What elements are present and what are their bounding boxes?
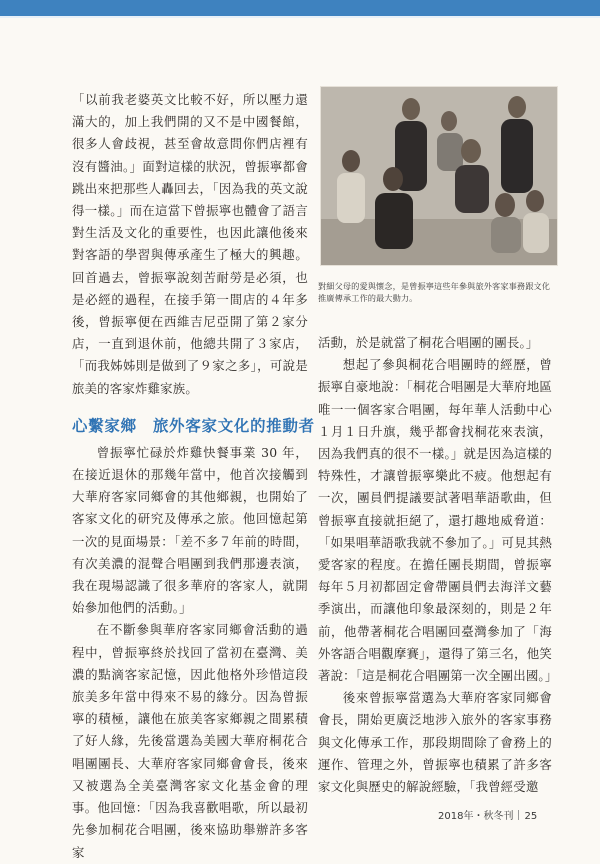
- body-paragraph: 曾振寧忙碌於炸雞快餐事業 30 年，在接近退休的那幾年當中，他首次接觸到大華府客家同鄉會的其他鄉親，也開始了客家文化的研究及傳承之旅。他回憶起第一次的見面場景：「差不多７年前的時間，有次美濃的混聲合唱團到我們那邊表演，我在現場認識了很多華府的客家人，就開始參加他們的活動。」: [72, 444, 308, 616]
- section-heading: 心繫家鄉 旅外客家文化的推動者: [72, 416, 315, 435]
- right-text-column: [318, 332, 558, 795]
- body-paragraph: 想起了參與桐花合唱團時的經歷，曾振寧自豪地說：「桐花合唱團是大華府地區唯一一個客家合唱團，每年華人活動中心１月１日升旗，幾乎都會找桐花來表演，因為我們真的很不一樣。」就是因為這樣的特殊性，才讓曾振寧樂此不疲。他想起有一次，團員們提議要試著唱華語歌曲，但曾振寧直接就拒絕了，還打趣地威脅道：「如果唱華語歌我就不參加了。」可見其熱愛客家的程度。在擔任團長期間，曾振寧每年５月初都固定會帶團員們去海洋文藝季演出，而讓他印象最深刻的，則是２年前，他帶著桐花合唱團回臺灣參加了「海外客語合唱觀摩賽」，還得了第三名，他笑著說：「這是桐花合唱團第一次全團出國。」: [318, 357, 558, 684]
- page-number: 25: [524, 811, 538, 822]
- footer-separator: [518, 810, 519, 820]
- body-paragraph: 「以前我老婆英文比較不好，所以壓力還滿大的，加上我們開的又不是中國餐館，很多人會歧視，甚至會故意問你們店裡有沒有醬油。」面對這樣的狀況，曾振寧都會跳出來把那些人轟回去，「因為我的英文說得一樣。」而在這當下曾振寧也體會了語言對生活及文化的重要性，也因此讓他後來對客語的學習與傳承產生了極大的興趣。回首過去，曾振寧說刻苦耐勞是必須，也是必經的過程，在接手第一間店的４年多後，曾振寧便在西維吉尼亞開了第２家分店，一直到退休前，他總共開了３家店，「而我姊姊則是做到了９家之多」，可說是旅美的客家炸雞家族。: [72, 92, 308, 396]
- page-footer: [438, 807, 537, 822]
- left-text-column: [72, 89, 315, 860]
- header-divider: [0, 16, 600, 18]
- body-paragraph: 後來曾振寧當選為大華府客家同鄉會會長，開始更廣泛地涉入旅外的客家事務與文化傳承工作，那段期間除了會務上的運作、管理之外，曾振寧也積累了許多客家文化與歷史的解說經驗，「我曾經受邀: [318, 690, 552, 795]
- header-color-band: [0, 0, 600, 16]
- body-paragraph: 活動，於是就當了桐花合唱團的團長。」: [318, 335, 539, 350]
- photo-caption: 對細父母的愛與懷念，是曾振寧這些年參與旅外客家事務跟文化推廣傳承工作的最大動力。: [318, 281, 551, 303]
- family-photo-illustration: [321, 87, 557, 265]
- body-paragraph: 在不斷參與華府客家同鄉會活動的過程中，曾振寧終於找回了當初在臺灣、美濃的點滴客家記憶，因此他格外珍惜這段旅美多年當中得來不易的緣分。因為曾振寧的積極，讓他在旅美客家鄉親之間累積了好人緣，先後當選為美國大華府桐花合唱團團長、大華府客家同鄉會會長，後來又被選為全美臺灣客家文化基金會的理事。他回憶：「因為我喜歡唱歌，所以最初先參加桐花合唱團，後來協助舉辦許多客家: [72, 622, 308, 860]
- family-photo: [320, 86, 558, 266]
- issue-label: 2018年・秋冬刊: [438, 811, 514, 822]
